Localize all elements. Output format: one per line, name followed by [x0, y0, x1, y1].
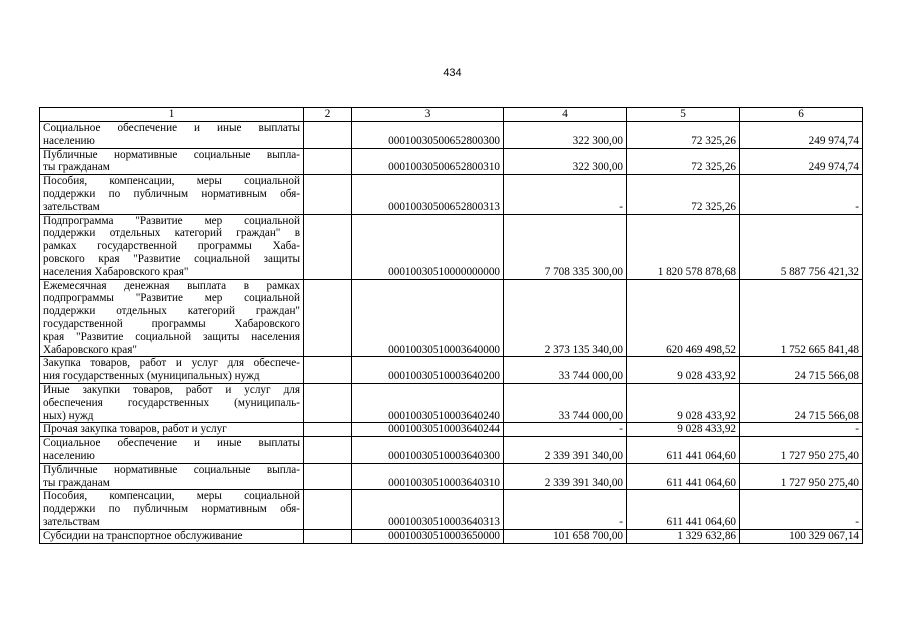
row-col-2	[304, 175, 352, 214]
row-code: 00010030510003640200	[352, 357, 504, 384]
table-row	[40, 437, 863, 464]
table-row	[40, 148, 863, 175]
description-line: Публичные нормативные социальные выпла-	[43, 463, 300, 476]
row-description	[40, 490, 304, 529]
row-value-4: 33 744 000,00	[504, 357, 627, 384]
row-value-5: 9 028 433,92	[627, 357, 740, 384]
description-line: зательствам	[43, 515, 100, 528]
table-row	[40, 490, 863, 529]
description-line: населению	[43, 134, 95, 147]
row-value-4: 322 300,00	[504, 148, 627, 175]
row-value-4: 322 300,00	[504, 122, 627, 149]
table-row	[40, 279, 863, 357]
table-row	[40, 357, 863, 384]
row-value-4: 7 708 335 300,00	[504, 214, 627, 279]
row-code: 00010030510003640310	[352, 463, 504, 490]
row-col-2	[304, 279, 352, 357]
row-value-5: 72 325,26	[627, 148, 740, 175]
row-value-5: 72 325,26	[627, 122, 740, 149]
description-line: поддержки отдельных категорий граждан"	[43, 305, 300, 318]
description-line: населению	[43, 449, 95, 462]
description-line: обеспечения государственных (муниципаль-	[43, 396, 300, 409]
row-description	[40, 529, 304, 543]
row-value-6: 249 974,74	[740, 148, 863, 175]
row-value-6: 1 752 665 841,48	[740, 279, 863, 357]
row-value-5: 611 441 064,60	[627, 437, 740, 464]
header-col-5: 5	[627, 108, 740, 122]
description-line: рамках государственной программы Хаба-	[43, 240, 300, 253]
table-row	[40, 383, 863, 422]
row-value-5: 9 028 433,92	[627, 423, 740, 437]
description-line: государственной программы Хабаровского	[43, 317, 300, 330]
row-value-6: 5 887 756 421,32	[740, 214, 863, 279]
header-col-3: 3	[352, 108, 504, 122]
description-line: Иные закупки товаров, работ и услуг для	[43, 383, 300, 396]
row-col-2	[304, 463, 352, 490]
row-col-2	[304, 383, 352, 422]
description-line: Социальное обеспечение и иные выплаты	[43, 122, 300, 134]
row-col-2	[304, 122, 352, 149]
row-value-5: 620 469 498,52	[627, 279, 740, 357]
description-line: Ежемесячная денежная выплата в рамках	[43, 279, 300, 292]
table-row	[40, 529, 863, 543]
description-line: населения Хабаровского края"	[43, 265, 189, 278]
row-value-5: 1 329 632,86	[627, 529, 740, 543]
description-line: Публичные нормативные социальные выпла-	[43, 148, 300, 161]
description-line: Социальное обеспечение и иные выплаты	[43, 437, 300, 450]
row-code: 00010030510003640244	[352, 423, 504, 437]
row-description	[40, 279, 304, 357]
table-row	[40, 175, 863, 214]
row-description	[40, 463, 304, 490]
description-line: ровского края "Развитие социальной защиты	[43, 252, 300, 265]
description-line: ты гражданам	[43, 476, 110, 489]
row-value-6: 24 715 566,08	[740, 357, 863, 384]
row-value-6: 1 727 950 275,40	[740, 437, 863, 464]
description-line: ты гражданам	[43, 161, 110, 174]
row-code: 00010030500652800313	[352, 175, 504, 214]
description-line: Пособия, компенсации, меры социальной	[43, 490, 300, 503]
row-description	[40, 383, 304, 422]
row-code: 00010030510003640000	[352, 279, 504, 357]
description-line: подпрограммы "Развитие мер социальной	[43, 292, 300, 305]
page-number: 434	[443, 67, 462, 79]
row-value-6: -	[740, 175, 863, 214]
row-value-5: 72 325,26	[627, 175, 740, 214]
row-col-2	[304, 148, 352, 175]
row-description	[40, 423, 304, 437]
row-value-4: 33 744 000,00	[504, 383, 627, 422]
header-col-1: 1	[40, 108, 304, 122]
row-description	[40, 437, 304, 464]
row-value-5: 611 441 064,60	[627, 463, 740, 490]
row-code: 00010030510003640300	[352, 437, 504, 464]
row-value-5: 611 441 064,60	[627, 490, 740, 529]
row-col-2	[304, 423, 352, 437]
row-col-2	[304, 214, 352, 279]
row-code: 00010030510000000000	[352, 214, 504, 279]
table-row	[40, 122, 863, 149]
row-value-6: 24 715 566,08	[740, 383, 863, 422]
row-description	[40, 148, 304, 175]
description-line: Пособия, компенсации, меры социальной	[43, 175, 300, 188]
row-value-5: 1 820 578 878,68	[627, 214, 740, 279]
header-col-6: 6	[740, 108, 863, 122]
description-line: Подпрограмма "Развитие мер социальной	[43, 214, 300, 227]
description-line: Хабаровского края"	[43, 343, 137, 356]
table-row	[40, 463, 863, 490]
row-value-5: 9 028 433,92	[627, 383, 740, 422]
description-line: поддержки по публичным нормативным обя-	[43, 187, 300, 200]
row-code: 00010030510003640313	[352, 490, 504, 529]
header-col-4: 4	[504, 108, 627, 122]
row-code: 00010030510003650000	[352, 529, 504, 543]
row-col-2	[304, 529, 352, 543]
description-line: ных) нужд	[43, 409, 94, 422]
description-line: Субсидии на транспортное обслуживание	[43, 529, 243, 542]
row-value-4: 2 339 391 340,00	[504, 437, 627, 464]
description-line: поддержки отдельных категорий граждан" в	[43, 227, 300, 240]
table-row	[40, 214, 863, 279]
header-col-2: 2	[304, 108, 352, 122]
row-description	[40, 175, 304, 214]
description-line: Закупка товаров, работ и услуг для обеспече-	[43, 357, 300, 370]
row-value-4: 2 339 391 340,00	[504, 463, 627, 490]
row-value-6: 1 727 950 275,40	[740, 463, 863, 490]
row-value-6: -	[740, 423, 863, 437]
row-value-4: 101 658 700,00	[504, 529, 627, 543]
row-value-4: -	[504, 175, 627, 214]
row-description	[40, 214, 304, 279]
description-line: края "Развитие социальной защиты населения	[43, 330, 300, 343]
row-description	[40, 122, 304, 149]
description-line: поддержки по публичным нормативным обя-	[43, 503, 300, 516]
row-value-4: -	[504, 490, 627, 529]
row-value-4: -	[504, 423, 627, 437]
table-row	[40, 423, 863, 437]
row-code: 00010030500652800310	[352, 148, 504, 175]
row-col-2	[304, 490, 352, 529]
row-value-6: -	[740, 490, 863, 529]
row-value-6: 100 329 067,14	[740, 529, 863, 543]
row-col-2	[304, 357, 352, 384]
description-line: ния государственных (муниципальных) нужд	[43, 370, 260, 383]
row-code: 00010030510003640240	[352, 383, 504, 422]
row-description	[40, 357, 304, 384]
description-line: зательствам	[43, 200, 100, 213]
budget-table	[39, 107, 863, 544]
row-value-4: 2 373 135 340,00	[504, 279, 627, 357]
description-line: Прочая закупка товаров, работ и услуг	[43, 423, 227, 436]
row-value-6: 249 974,74	[740, 122, 863, 149]
header-row	[40, 108, 863, 122]
row-col-2	[304, 437, 352, 464]
row-code: 00010030500652800300	[352, 122, 504, 149]
